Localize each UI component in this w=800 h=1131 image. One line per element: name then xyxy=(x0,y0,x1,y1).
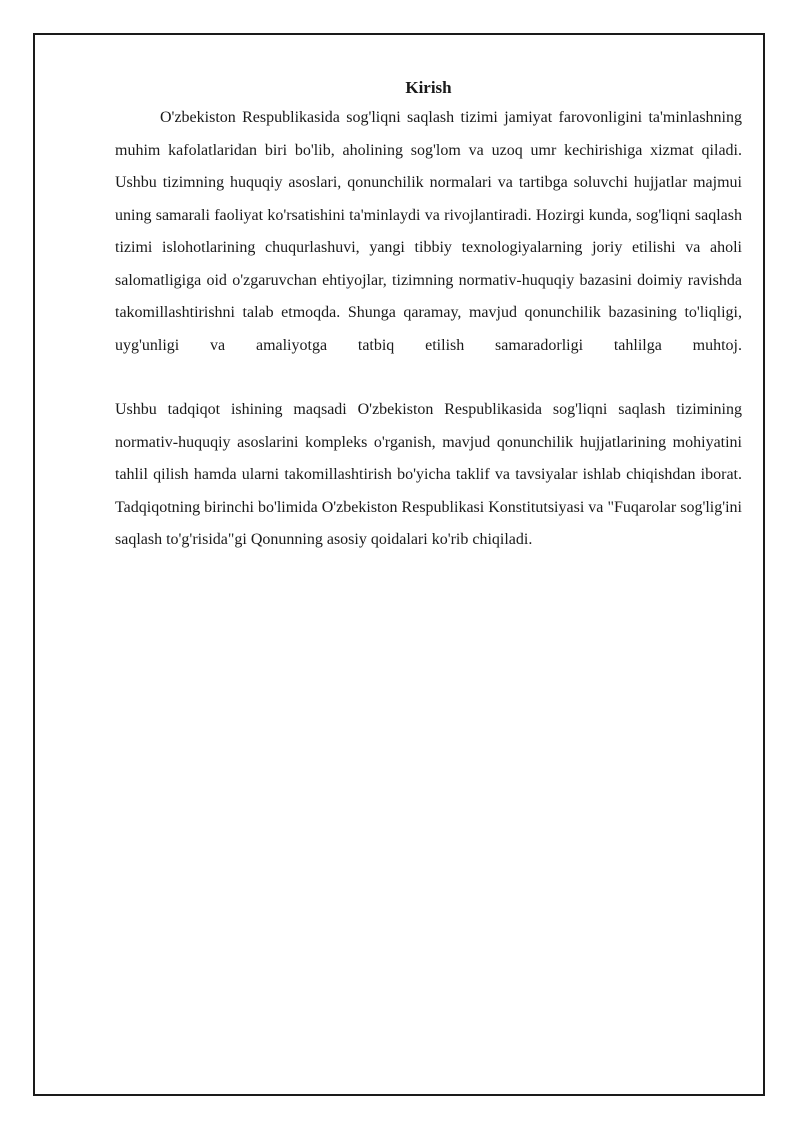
paragraph-intro: O'zbekiston Respublikasida sog'liqni saqlash tizimi jamiyat farovonligini ta'minlashning muhim kafolatlaridan biri bo'lib, aholining sog'lom va uzoq umr kechirishiga xizmat qiladi. Ushbu tizimning huquqiy asoslari, qonunchilik normalari va tartibga soluvchi hujjatlar majmui uning samarali faoliyat ko'rsatishini ta'minlaydi va rivojlantiradi. Hozirgi kunda, sog'liqni saqlash tizimi islohotlarining chuqurlashuvi, yangi tibbiy texnologiyalarning joriy etilishi va aholi salomatligiga oid o'zgaruvchan ehtiyojlar, tizimning normativ-huquqiy bazasini doimiy ravishda takomillashtirishni talab etmoqda. Shunga qaramay, mavjud qonunchilik bazasining to'liqligi, uyg'unligi va amaliyotga tatbiq etilish samaradorligi tahlilga muhtoj. xyxy=(115,109,742,354)
document-title: Kirish xyxy=(405,78,452,97)
document-body xyxy=(115,76,742,557)
paragraph-purpose: Ushbu tadqiqot ishining maqsadi O'zbekiston Respublikasida sog'liqni saqlash tizimining normativ-huquqiy asoslarini kompleks o'rganish, mavjud qonunchilik hujjatlarining mohiyatini tahlil qilish hamda ularni takomillashtirish bo'yicha taklif va tavsiyalar ishlab chiqishdan iborat. Tadqiqotning birinchi bo'limida O'zbekiston Respublikasi Konstitutsiyasi va "Fuqarolar sog'lig'ini saqlash to'g'risida"gi Qonunning asosiy qoidalari ko'rib chiqiladi. xyxy=(115,401,742,548)
